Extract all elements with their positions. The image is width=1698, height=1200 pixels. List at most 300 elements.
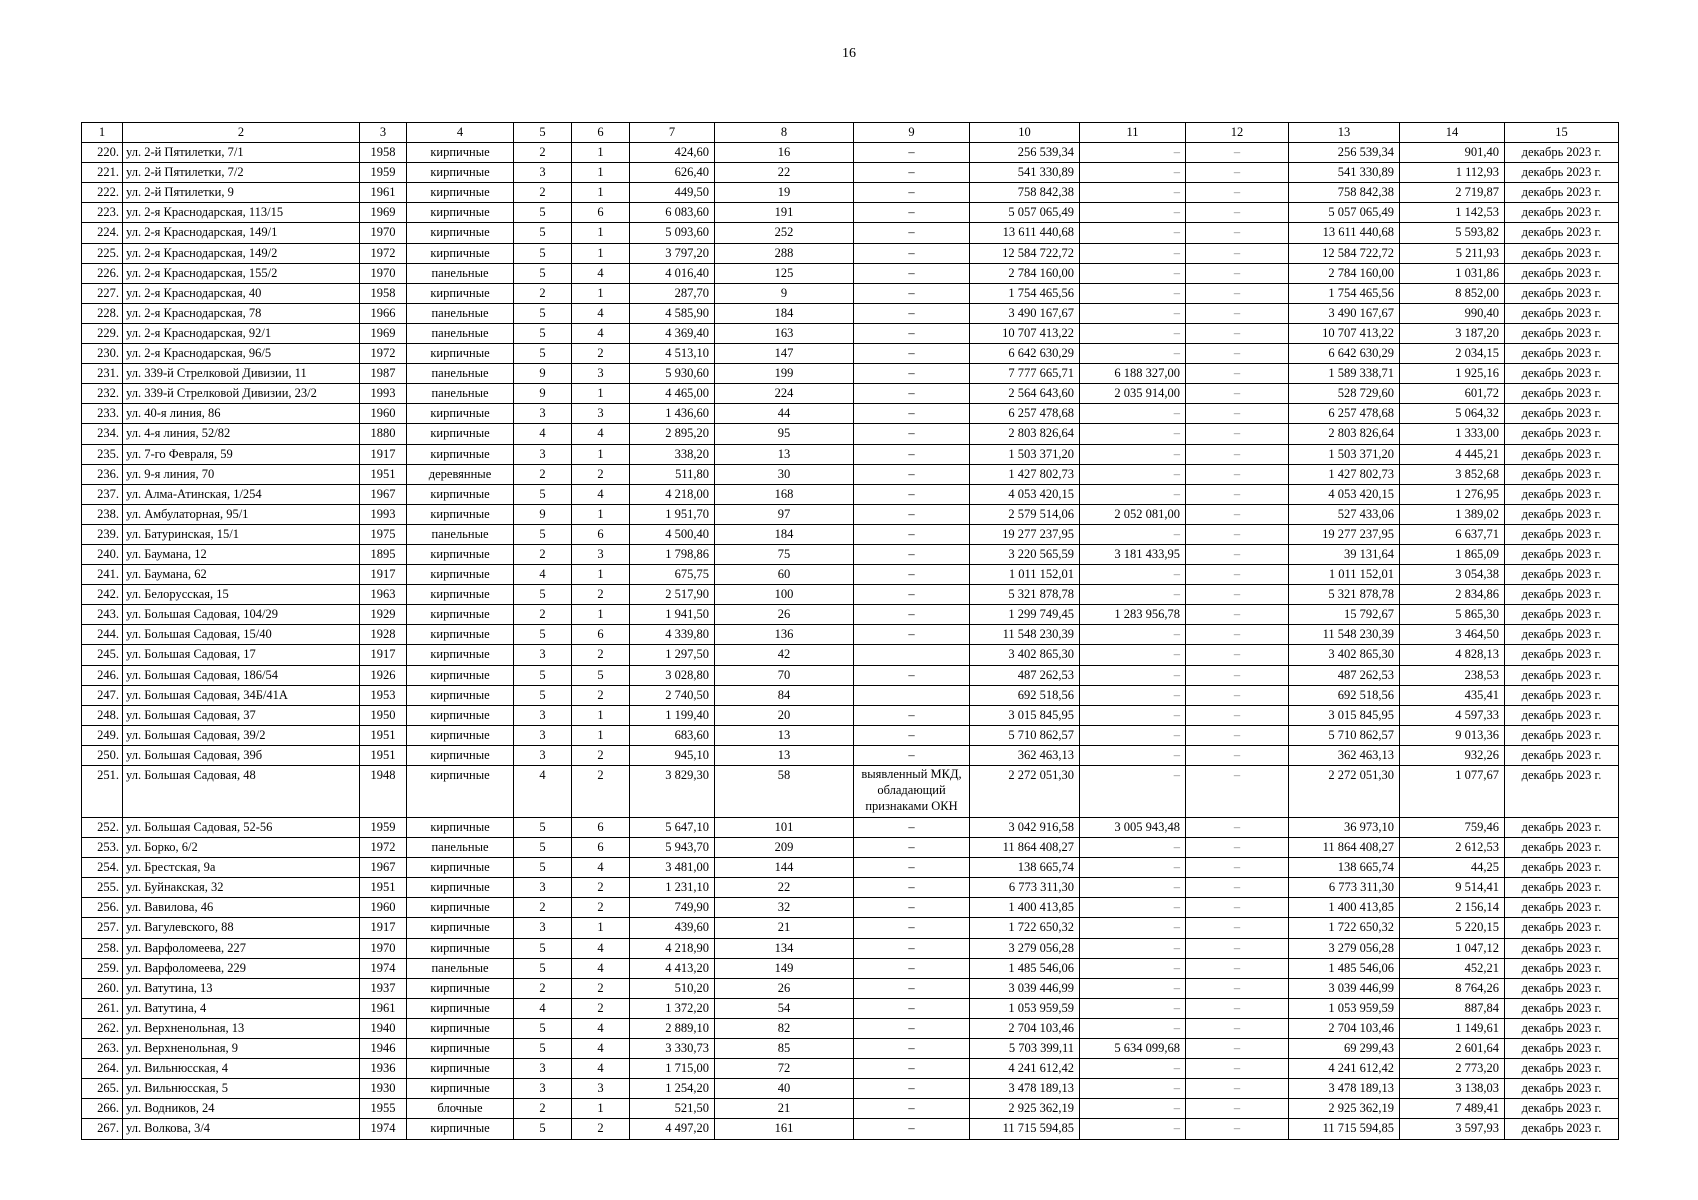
cell-entrances: 2: [572, 898, 630, 918]
cell-fund-cost: –: [1080, 1119, 1186, 1139]
cell-residents: 21: [715, 1099, 854, 1119]
column-header-15: 15: [1505, 123, 1619, 143]
cell-fund-cost: –: [1080, 645, 1186, 665]
cell-total-cost: 1 503 371,20: [970, 444, 1080, 464]
cell-year-built: 1966: [360, 303, 407, 323]
cell-fund-cost: 3 005 943,48: [1080, 818, 1186, 838]
cell-year-built: 1974: [360, 1119, 407, 1139]
cell-entrances: 1: [572, 565, 630, 585]
cell-area: 439,60: [630, 918, 715, 938]
cell-regional-cost: 362 463,13: [1289, 745, 1400, 765]
cell-other-cost: –: [1186, 898, 1289, 918]
cell-wall-material: кирпичные: [407, 544, 514, 564]
cell-regional-cost: 69 299,43: [1289, 1039, 1400, 1059]
cell-deadline: декабрь 2023 г.: [1505, 898, 1619, 918]
cell-regional-cost: 3 402 865,30: [1289, 645, 1400, 665]
cell-cost-per-sqm: 2 719,87: [1400, 183, 1505, 203]
cell-row-number: 257.: [82, 918, 123, 938]
cell-year-built: 1993: [360, 384, 407, 404]
cell-residents: 58: [715, 766, 854, 818]
cell-area: 338,20: [630, 444, 715, 464]
table-row: [82, 705, 1619, 725]
cell-address: ул. Ватутина, 4: [123, 998, 360, 1018]
cell-fund-cost: –: [1080, 958, 1186, 978]
cell-deadline: декабрь 2023 г.: [1505, 1099, 1619, 1119]
cell-cost-per-sqm: 1 142,53: [1400, 203, 1505, 223]
cell-wall-material: кирпичные: [407, 898, 514, 918]
cell-entrances: 1: [572, 725, 630, 745]
table-row: [82, 323, 1619, 343]
cell-cost-per-sqm: 2 601,64: [1400, 1039, 1505, 1059]
cell-cost-per-sqm: 2 834,86: [1400, 585, 1505, 605]
cell-okn-status: –: [854, 484, 970, 504]
cell-fund-cost: –: [1080, 705, 1186, 725]
cell-deadline: декабрь 2023 г.: [1505, 283, 1619, 303]
cell-total-cost: 3 402 865,30: [970, 645, 1080, 665]
cell-entrances: 4: [572, 263, 630, 283]
cell-other-cost: –: [1186, 705, 1289, 725]
cell-regional-cost: 3 490 167,67: [1289, 303, 1400, 323]
cell-cost-per-sqm: 601,72: [1400, 384, 1505, 404]
cell-wall-material: панельные: [407, 838, 514, 858]
cell-total-cost: 3 039 446,99: [970, 978, 1080, 998]
cell-address: ул. Буйнакская, 32: [123, 878, 360, 898]
cell-fund-cost: –: [1080, 978, 1186, 998]
cell-residents: 20: [715, 705, 854, 725]
table-row: [82, 223, 1619, 243]
cell-year-built: 1951: [360, 878, 407, 898]
cell-entrances: 4: [572, 1018, 630, 1038]
column-header-12: 12: [1186, 123, 1289, 143]
cell-wall-material: кирпичные: [407, 444, 514, 464]
cell-year-built: 1960: [360, 404, 407, 424]
cell-row-number: 242.: [82, 585, 123, 605]
cell-wall-material: кирпичные: [407, 725, 514, 745]
cell-wall-material: кирпичные: [407, 998, 514, 1018]
cell-floors: 5: [514, 524, 572, 544]
cell-wall-material: панельные: [407, 364, 514, 384]
cell-total-cost: 11 715 594,85: [970, 1119, 1080, 1139]
table-row: [82, 838, 1619, 858]
column-header-11: 11: [1080, 123, 1186, 143]
table-row: [82, 878, 1619, 898]
cell-deadline: декабрь 2023 г.: [1505, 818, 1619, 838]
cell-area: 4 369,40: [630, 323, 715, 343]
cell-cost-per-sqm: 9 514,41: [1400, 878, 1505, 898]
cell-total-cost: 19 277 237,95: [970, 524, 1080, 544]
cell-cost-per-sqm: 932,26: [1400, 745, 1505, 765]
table-body: [82, 143, 1619, 1139]
cell-year-built: 1974: [360, 958, 407, 978]
cell-regional-cost: 256 539,34: [1289, 143, 1400, 163]
cell-fund-cost: 2 035 914,00: [1080, 384, 1186, 404]
cell-entrances: 1: [572, 283, 630, 303]
table-row: [82, 203, 1619, 223]
cell-wall-material: панельные: [407, 303, 514, 323]
cell-deadline: декабрь 2023 г.: [1505, 484, 1619, 504]
cell-other-cost: –: [1186, 605, 1289, 625]
cell-okn-status: –: [854, 1119, 970, 1139]
cell-entrances: 2: [572, 685, 630, 705]
cell-cost-per-sqm: 5 865,30: [1400, 605, 1505, 625]
cell-row-number: 221.: [82, 163, 123, 183]
cell-residents: 13: [715, 444, 854, 464]
cell-area: 2 740,50: [630, 685, 715, 705]
table-row: [82, 183, 1619, 203]
table-row: [82, 444, 1619, 464]
cell-address: ул. Ватутина, 13: [123, 978, 360, 998]
cell-row-number: 239.: [82, 524, 123, 544]
cell-address: ул. 2-я Краснодарская, 149/1: [123, 223, 360, 243]
cell-row-number: 228.: [82, 303, 123, 323]
cell-fund-cost: 6 188 327,00: [1080, 364, 1186, 384]
cell-area: 1 231,10: [630, 878, 715, 898]
table-row: [82, 384, 1619, 404]
cell-other-cost: –: [1186, 645, 1289, 665]
cell-year-built: 1953: [360, 685, 407, 705]
cell-total-cost: 758 842,38: [970, 183, 1080, 203]
table-row: [82, 344, 1619, 364]
cell-address: ул. 2-я Краснодарская, 96/5: [123, 344, 360, 364]
cell-total-cost: 692 518,56: [970, 685, 1080, 705]
cell-entrances: 2: [572, 978, 630, 998]
cell-fund-cost: –: [1080, 444, 1186, 464]
cell-year-built: 1930: [360, 1079, 407, 1099]
cell-wall-material: кирпичные: [407, 1039, 514, 1059]
cell-year-built: 1970: [360, 223, 407, 243]
cell-address: ул. Вильнюсская, 4: [123, 1059, 360, 1079]
cell-year-built: 1937: [360, 978, 407, 998]
cell-fund-cost: –: [1080, 344, 1186, 364]
cell-regional-cost: 3 015 845,95: [1289, 705, 1400, 725]
cell-floors: 3: [514, 404, 572, 424]
cell-deadline: декабрь 2023 г.: [1505, 444, 1619, 464]
cell-area: 749,90: [630, 898, 715, 918]
cell-cost-per-sqm: 44,25: [1400, 858, 1505, 878]
table-row: [82, 163, 1619, 183]
cell-floors: 5: [514, 625, 572, 645]
column-header-13: 13: [1289, 123, 1400, 143]
cell-row-number: 222.: [82, 183, 123, 203]
table-row: [82, 958, 1619, 978]
cell-floors: 5: [514, 344, 572, 364]
cell-entrances: 6: [572, 818, 630, 838]
cell-year-built: 1961: [360, 183, 407, 203]
cell-entrances: 4: [572, 938, 630, 958]
cell-residents: 40: [715, 1079, 854, 1099]
cell-row-number: 265.: [82, 1079, 123, 1099]
cell-area: 5 647,10: [630, 818, 715, 838]
cell-wall-material: кирпичные: [407, 585, 514, 605]
table-row: [82, 665, 1619, 685]
cell-other-cost: –: [1186, 665, 1289, 685]
cell-total-cost: 11 548 230,39: [970, 625, 1080, 645]
cell-deadline: декабрь 2023 г.: [1505, 585, 1619, 605]
cell-deadline: декабрь 2023 г.: [1505, 404, 1619, 424]
cell-entrances: 1: [572, 183, 630, 203]
cell-residents: 70: [715, 665, 854, 685]
cell-regional-cost: 692 518,56: [1289, 685, 1400, 705]
cell-floors: 2: [514, 143, 572, 163]
cell-regional-cost: 4 241 612,42: [1289, 1059, 1400, 1079]
cell-total-cost: 5 321 878,78: [970, 585, 1080, 605]
cell-fund-cost: –: [1080, 1018, 1186, 1038]
cell-regional-cost: 6 257 478,68: [1289, 404, 1400, 424]
cell-address: ул. 2-я Краснодарская, 155/2: [123, 263, 360, 283]
cell-deadline: декабрь 2023 г.: [1505, 1059, 1619, 1079]
cell-floors: 5: [514, 858, 572, 878]
cell-okn-status: –: [854, 524, 970, 544]
cell-deadline: декабрь 2023 г.: [1505, 625, 1619, 645]
table-header: [82, 123, 1619, 143]
cell-entrances: 1: [572, 384, 630, 404]
cell-area: 4 500,40: [630, 524, 715, 544]
table-row: [82, 898, 1619, 918]
cell-okn-status: –: [854, 705, 970, 725]
cell-deadline: декабрь 2023 г.: [1505, 565, 1619, 585]
cell-address: ул. 2-я Краснодарская, 149/2: [123, 243, 360, 263]
cell-address: ул. 2-й Пятилетки, 9: [123, 183, 360, 203]
cell-row-number: 223.: [82, 203, 123, 223]
cell-row-number: 253.: [82, 838, 123, 858]
cell-fund-cost: –: [1080, 766, 1186, 818]
cell-year-built: 1929: [360, 605, 407, 625]
cell-total-cost: 2 925 362,19: [970, 1099, 1080, 1119]
cell-deadline: декабрь 2023 г.: [1505, 645, 1619, 665]
cell-deadline: декабрь 2023 г.: [1505, 183, 1619, 203]
cell-entrances: 2: [572, 464, 630, 484]
table-row: [82, 464, 1619, 484]
cell-other-cost: –: [1186, 565, 1289, 585]
table-row: [82, 766, 1619, 818]
cell-total-cost: 7 777 665,71: [970, 364, 1080, 384]
cell-cost-per-sqm: 6 637,71: [1400, 524, 1505, 544]
cell-floors: 3: [514, 1059, 572, 1079]
cell-floors: 9: [514, 364, 572, 384]
cell-deadline: декабрь 2023 г.: [1505, 1079, 1619, 1099]
cell-okn-status: –: [854, 1039, 970, 1059]
cell-floors: 2: [514, 1099, 572, 1119]
cell-wall-material: панельные: [407, 384, 514, 404]
cell-regional-cost: 5 321 878,78: [1289, 585, 1400, 605]
cell-residents: 60: [715, 565, 854, 585]
cell-address: ул. Варфоломеева, 227: [123, 938, 360, 958]
cell-residents: 9: [715, 283, 854, 303]
cell-total-cost: 1 053 959,59: [970, 998, 1080, 1018]
cell-deadline: декабрь 2023 г.: [1505, 685, 1619, 705]
cell-cost-per-sqm: 1 047,12: [1400, 938, 1505, 958]
cell-address: ул. Батуринская, 15/1: [123, 524, 360, 544]
table-row: [82, 303, 1619, 323]
cell-regional-cost: 2 803 826,64: [1289, 424, 1400, 444]
cell-cost-per-sqm: 2 773,20: [1400, 1059, 1505, 1079]
cell-entrances: 1: [572, 223, 630, 243]
cell-okn-status: –: [854, 223, 970, 243]
cell-other-cost: –: [1186, 404, 1289, 424]
cell-regional-cost: 2 272 051,30: [1289, 766, 1400, 818]
cell-other-cost: –: [1186, 1119, 1289, 1139]
cell-fund-cost: –: [1080, 858, 1186, 878]
cell-total-cost: 1 011 152,01: [970, 565, 1080, 585]
cell-year-built: 1940: [360, 1018, 407, 1038]
cell-residents: 54: [715, 998, 854, 1018]
cell-fund-cost: –: [1080, 585, 1186, 605]
cell-okn-status: –: [854, 243, 970, 263]
cell-other-cost: –: [1186, 998, 1289, 1018]
cell-regional-cost: 541 330,89: [1289, 163, 1400, 183]
cell-fund-cost: –: [1080, 243, 1186, 263]
cell-residents: 136: [715, 625, 854, 645]
column-header-10: 10: [970, 123, 1080, 143]
cell-cost-per-sqm: 452,21: [1400, 958, 1505, 978]
table-row: [82, 243, 1619, 263]
cell-address: ул. Алма-Атинская, 1/254: [123, 484, 360, 504]
cell-row-number: 225.: [82, 243, 123, 263]
cell-area: 945,10: [630, 745, 715, 765]
cell-row-number: 245.: [82, 645, 123, 665]
cell-floors: 2: [514, 544, 572, 564]
cell-deadline: декабрь 2023 г.: [1505, 544, 1619, 564]
cell-year-built: 1955: [360, 1099, 407, 1119]
cell-total-cost: 5 710 862,57: [970, 725, 1080, 745]
cell-okn-status: –: [854, 163, 970, 183]
cell-area: 3 829,30: [630, 766, 715, 818]
cell-row-number: 227.: [82, 283, 123, 303]
cell-residents: 72: [715, 1059, 854, 1079]
table-row: [82, 544, 1619, 564]
cell-cost-per-sqm: 1 333,00: [1400, 424, 1505, 444]
cell-address: ул. Верхненольная, 13: [123, 1018, 360, 1038]
cell-wall-material: деревянные: [407, 464, 514, 484]
cell-deadline: декабрь 2023 г.: [1505, 384, 1619, 404]
cell-fund-cost: –: [1080, 404, 1186, 424]
cell-floors: 4: [514, 998, 572, 1018]
page-number: 16: [842, 46, 856, 61]
cell-deadline: декабрь 2023 г.: [1505, 958, 1619, 978]
cell-row-number: 240.: [82, 544, 123, 564]
cell-year-built: 1972: [360, 344, 407, 364]
cell-residents: 125: [715, 263, 854, 283]
cell-area: 521,50: [630, 1099, 715, 1119]
cell-total-cost: 2 784 160,00: [970, 263, 1080, 283]
cell-entrances: 1: [572, 163, 630, 183]
cell-deadline: декабрь 2023 г.: [1505, 344, 1619, 364]
cell-row-number: 247.: [82, 685, 123, 705]
cell-okn-status: –: [854, 143, 970, 163]
cell-area: 5 093,60: [630, 223, 715, 243]
cell-wall-material: кирпичные: [407, 645, 514, 665]
cell-other-cost: –: [1186, 1079, 1289, 1099]
cell-year-built: 1917: [360, 918, 407, 938]
table-row: [82, 818, 1619, 838]
cell-floors: 5: [514, 958, 572, 978]
cell-residents: 22: [715, 878, 854, 898]
cell-floors: 2: [514, 283, 572, 303]
cell-regional-cost: 19 277 237,95: [1289, 524, 1400, 544]
cell-wall-material: кирпичные: [407, 404, 514, 424]
cell-deadline: декабрь 2023 г.: [1505, 725, 1619, 745]
cell-wall-material: кирпичные: [407, 938, 514, 958]
cell-address: ул. Большая Садовая, 37: [123, 705, 360, 725]
cell-address: ул. 2-й Пятилетки, 7/1: [123, 143, 360, 163]
table-row: [82, 1059, 1619, 1079]
cell-okn-status: –: [854, 725, 970, 745]
cell-fund-cost: 1 283 956,78: [1080, 605, 1186, 625]
cell-okn-status: –: [854, 978, 970, 998]
cell-deadline: декабрь 2023 г.: [1505, 464, 1619, 484]
cell-row-number: 243.: [82, 605, 123, 625]
cell-okn-status: –: [854, 424, 970, 444]
cell-regional-cost: 2 784 160,00: [1289, 263, 1400, 283]
cell-deadline: декабрь 2023 г.: [1505, 766, 1619, 818]
cell-okn-status: –: [854, 665, 970, 685]
cell-other-cost: –: [1186, 243, 1289, 263]
cell-row-number: 259.: [82, 958, 123, 978]
table-row: [82, 364, 1619, 384]
cell-fund-cost: –: [1080, 203, 1186, 223]
table-row: [82, 524, 1619, 544]
cell-residents: 26: [715, 978, 854, 998]
cell-okn-status: –: [854, 384, 970, 404]
cell-residents: 21: [715, 918, 854, 938]
cell-residents: 134: [715, 938, 854, 958]
cell-other-cost: –: [1186, 263, 1289, 283]
cell-area: 675,75: [630, 565, 715, 585]
cell-address: ул. Большая Садовая, 39/2: [123, 725, 360, 745]
cell-okn-status: –: [854, 404, 970, 424]
cell-year-built: 1963: [360, 585, 407, 605]
cell-row-number: 254.: [82, 858, 123, 878]
cell-cost-per-sqm: 2 156,14: [1400, 898, 1505, 918]
cell-deadline: декабрь 2023 г.: [1505, 203, 1619, 223]
cell-regional-cost: 13 611 440,68: [1289, 223, 1400, 243]
cell-okn-status: –: [854, 323, 970, 343]
cell-floors: 5: [514, 665, 572, 685]
cell-deadline: декабрь 2023 г.: [1505, 938, 1619, 958]
cell-cost-per-sqm: 8 764,26: [1400, 978, 1505, 998]
cell-okn-status: –: [854, 838, 970, 858]
table-row: [82, 1099, 1619, 1119]
cell-floors: 5: [514, 484, 572, 504]
cell-total-cost: 138 665,74: [970, 858, 1080, 878]
cell-floors: 3: [514, 163, 572, 183]
cell-area: 4 016,40: [630, 263, 715, 283]
cell-okn-status: –: [854, 444, 970, 464]
cell-total-cost: 3 490 167,67: [970, 303, 1080, 323]
cell-year-built: 1958: [360, 143, 407, 163]
cell-regional-cost: 138 665,74: [1289, 858, 1400, 878]
cell-okn-status: –: [854, 1099, 970, 1119]
cell-floors: 5: [514, 685, 572, 705]
cell-residents: 85: [715, 1039, 854, 1059]
table-row: [82, 998, 1619, 1018]
cell-other-cost: –: [1186, 223, 1289, 243]
cell-entrances: 4: [572, 424, 630, 444]
cell-okn-status: выявленный МКД, обладающий признаками ОКН: [854, 766, 970, 818]
cell-wall-material: кирпичные: [407, 605, 514, 625]
cell-address: ул. 2-й Пятилетки, 7/2: [123, 163, 360, 183]
cell-fund-cost: –: [1080, 565, 1186, 585]
cell-cost-per-sqm: 3 597,93: [1400, 1119, 1505, 1139]
cell-other-cost: –: [1186, 504, 1289, 524]
cell-row-number: 235.: [82, 444, 123, 464]
cell-residents: 168: [715, 484, 854, 504]
cell-cost-per-sqm: 238,53: [1400, 665, 1505, 685]
cell-year-built: 1969: [360, 323, 407, 343]
cell-fund-cost: –: [1080, 303, 1186, 323]
cell-fund-cost: –: [1080, 878, 1186, 898]
cell-year-built: 1951: [360, 725, 407, 745]
